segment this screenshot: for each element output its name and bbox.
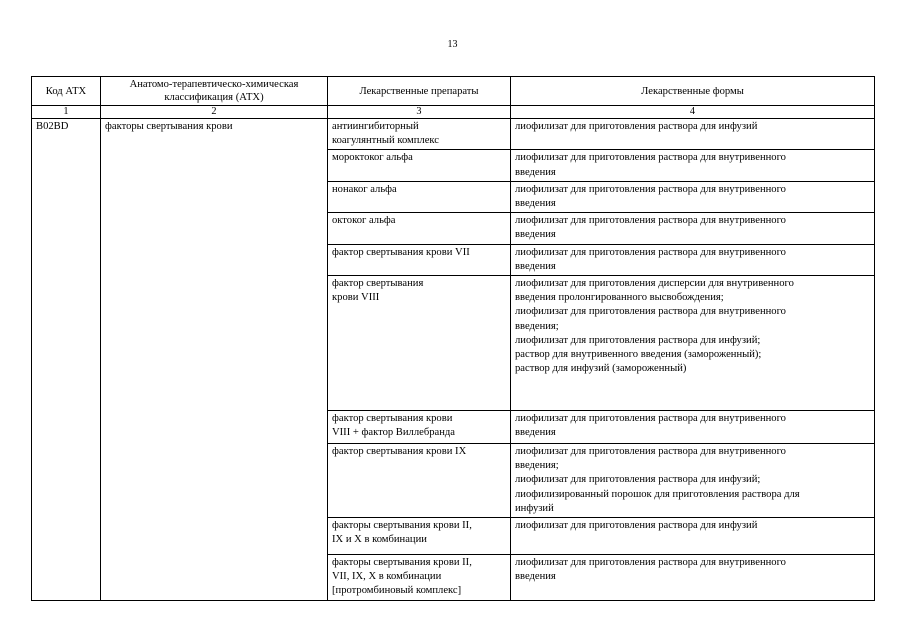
dosage-form-line: введения xyxy=(515,260,556,272)
dosage-form-cell xyxy=(511,444,875,518)
column-number: 4 xyxy=(511,106,875,119)
drug-name-line: VIII + фактор Виллебранда xyxy=(332,427,455,439)
dosage-form-line: введения xyxy=(515,571,556,583)
drug-cell xyxy=(328,119,511,150)
dosage-form-line: введения пролонгированного высвобождения; xyxy=(515,292,724,304)
drug-name-line: фактор свертывания крови IX xyxy=(332,446,467,458)
drug-name-line: факторы свертывания крови II, xyxy=(332,557,472,569)
dosage-form-cell xyxy=(511,555,875,601)
dosage-form-line: лиофилизат для приготовления раствора для внутривенного xyxy=(515,215,786,227)
dosage-form-cell xyxy=(511,244,875,275)
column-number: 1 xyxy=(32,106,101,119)
drug-name-line: октоког альфа xyxy=(332,215,396,227)
dosage-form-line: раствор для внутривенного введения (замороженный); xyxy=(515,349,762,361)
dosage-form-line: лиофилизат для приготовления раствора для инфузий; xyxy=(515,334,761,346)
dosage-form-cell xyxy=(511,518,875,555)
dosage-form-line: введения; xyxy=(515,320,559,332)
dosage-form-line: лиофилизат для приготовления раствора для внутривенного xyxy=(515,152,786,164)
drug-name-line: нонаког альфа xyxy=(332,183,397,195)
dosage-form-cell xyxy=(511,181,875,212)
atc-classification-cell: факторы свертывания крови xyxy=(101,119,328,601)
drug-cell xyxy=(328,276,511,411)
column-number: 2 xyxy=(101,106,328,119)
drug-cell xyxy=(328,244,511,275)
drug-name-line: IX и X в комбинации xyxy=(332,534,427,546)
dosage-form-cell xyxy=(511,150,875,181)
drug-cell xyxy=(328,518,511,555)
dosage-form-line: введения xyxy=(515,198,556,210)
atc-code-cell: B02BD xyxy=(32,119,101,601)
dosage-form-line: лиофилизат для приготовления раствора для инфузий xyxy=(515,520,758,532)
drug-name-line: VII, IX, X в комбинации xyxy=(332,571,442,583)
drug-name-line: фактор свертывания xyxy=(332,278,424,290)
dosage-form-line: лиофилизат для приготовления дисперсии для внутривенного xyxy=(515,278,794,290)
dosage-form-line: лиофилизат для приготовления раствора для внутривенного xyxy=(515,246,786,258)
header-atc-classification: Анатомо-терапевтическо-химическая классификация (АТХ) xyxy=(101,77,328,106)
dosage-form-line: введения xyxy=(515,229,556,241)
drug-cell xyxy=(328,181,511,212)
dosage-form-line: лиофилизат для приготовления раствора для внутривенного xyxy=(515,413,786,425)
drug-name-line: мороктоког альфа xyxy=(332,152,413,164)
dosage-form-cell xyxy=(511,411,875,444)
dosage-form-line: лиофилизат для приготовления раствора для инфузий; xyxy=(515,474,761,486)
dosage-form-cell xyxy=(511,119,875,150)
header-atc-code: Код АТХ xyxy=(32,77,101,106)
page-number: 13 xyxy=(447,39,458,50)
dosage-form-line: лиофилизированный порошок для приготовления раствора для xyxy=(515,488,800,500)
drug-name-line: антиингибиторный xyxy=(332,121,419,132)
dosage-form-line: введения xyxy=(515,427,556,439)
dosage-form-line: введения; xyxy=(515,460,559,472)
dosage-form-line: лиофилизат для приготовления раствора для внутривенного xyxy=(515,446,786,458)
drug-cell xyxy=(328,444,511,518)
drug-name-line: факторы свертывания крови II, xyxy=(332,520,472,532)
header-row xyxy=(32,77,875,106)
column-number: 3 xyxy=(328,106,511,119)
drug-name-line: крови VIII xyxy=(332,292,380,304)
drug-cell xyxy=(328,555,511,601)
table-row xyxy=(32,119,875,150)
drug-name-line: фактор свертывания крови VII xyxy=(332,246,470,258)
drug-name-line: [протромбиновый комплекс] xyxy=(332,585,462,597)
header-drugs: Лекарственные препараты xyxy=(328,77,511,106)
drug-cell xyxy=(328,150,511,181)
column-number-row xyxy=(32,106,875,119)
drug-cell xyxy=(328,213,511,244)
drug-name-line: коагулянтный комплекс xyxy=(332,135,439,147)
dosage-form-cell xyxy=(511,213,875,244)
atc-table xyxy=(31,76,875,601)
dosage-form-line: раствор для инфузий (замороженный) xyxy=(515,363,687,375)
dosage-form-line: лиофилизат для приготовления раствора для внутривенного xyxy=(515,306,786,318)
dosage-form-line: инфузий xyxy=(515,502,554,514)
drug-cell xyxy=(328,411,511,444)
dosage-form-cell xyxy=(511,276,875,411)
dosage-form-line: введения xyxy=(515,166,556,178)
dosage-form-line: лиофилизат для приготовления раствора для инфузий xyxy=(515,121,758,132)
dosage-form-line: лиофилизат для приготовления раствора для внутривенного xyxy=(515,557,786,569)
drug-name-line: фактор свертывания крови xyxy=(332,413,453,425)
dosage-form-line: лиофилизат для приготовления раствора для внутривенного xyxy=(515,183,786,195)
header-dosage-forms: Лекарственные формы xyxy=(511,77,875,106)
